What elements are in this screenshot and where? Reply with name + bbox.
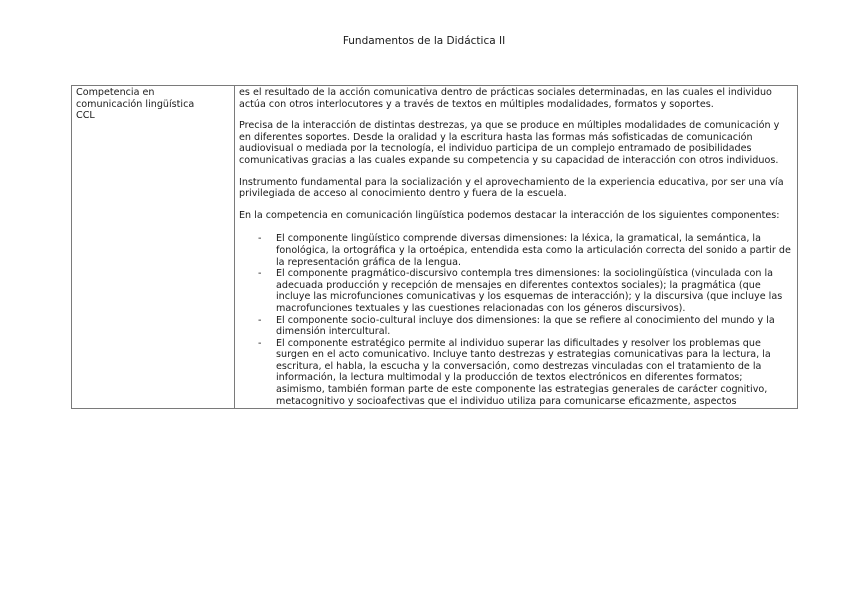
dash-bullet: - [258,268,262,280]
components-list [239,233,793,407]
term-line: CCL [76,110,95,122]
list-item [258,233,793,268]
paragraph-interaction: Precisa de la interacción de distintas destrezas, ya que se produce en múltiples modalidades de comunicación y en diferentes soportes. Desde la oralidad y la escritura hasta las formas más sofisticadas de comunicación audiovisual o mediada por la tecnología, el individuo participa de un complejo entramado de posibilidades comunicativas gracias a las cuales expande su competencia y su capacidad de interacción con otros individuos. [239,120,780,166]
term-cell [72,86,235,409]
list-item [258,337,793,408]
component-sociocultural: El componente socio-cultural incluye dos dimensiones: la que se refiere al conocimiento del mundo y la dimensión intercultural. [276,314,775,338]
dash-bullet: - [258,314,262,326]
list-item [258,314,793,338]
term-line: Competencia en [76,87,155,98]
dash-bullet: - [258,337,262,349]
component-strategic: El componente estratégico permite al individuo superar las dificultades y resolver los problemas que surgen en el acto comunicativo. Incluye tanto destrezas y estrategias comunicativas para la lectura, la escritura, el habla, la escucha y la conversación, como destrezas vinculadas con el tratamiento de la información, la lectura multimodal y la producción de textos electrónicos en diferentes formatos; asimismo, también forman parte de este componente las estrategias generales de carácter cognitivo, metacognitivo y socioafectivas que el individuo utiliza para comunicarse eficazmente, aspectos [276,337,771,407]
list-item [258,268,793,314]
component-pragmatic: El componente pragmático-discursivo contempla tres dimensiones: la sociolingüística (vinculada con la adecuada producción y recepción de mensajes en diferentes contextos sociales); la pragmática (que incluye las microfunciones comunicativas y los esquemas de interacción); y la discursiva (que incluye las macrofunciones textuales y las cuestiones relacionadas con los géneros discursivos). [276,268,783,314]
page-header-title: Fundamentos de la Didáctica II [342,35,506,47]
table-row [72,86,798,409]
paragraph-components-intro: En la competencia en comunicación lingüística podemos destacar la interacción de los siguientes componentes: [239,209,780,221]
paragraph-definition: es el resultado de la acción comunicativa dentro de prácticas sociales determinadas, en las cuales el individuo actúa con otros interlocutores y a través de textos en múltiples modalidades, formatos y soportes. [239,87,772,110]
paragraph-instrument: Instrumento fundamental para la socialización y el aprovechamiento de la experiencia educativa, por ser una vía privilegiada de acceso al conocimiento dentro y fuera de la escuela. [239,176,784,200]
description-cell [235,86,798,409]
component-linguistic: El componente lingüístico comprende diversas dimensiones: la léxica, la gramatical, la semántica, la fonológica, la ortográfica y la ortoépica, entendida esta como la articulación correcta del sonido a partir de la representación gráfica de la lengua. [276,233,791,268]
term-line: comunicación lingüística [76,98,195,110]
dash-bullet: - [258,233,262,245]
competence-table [71,85,798,409]
